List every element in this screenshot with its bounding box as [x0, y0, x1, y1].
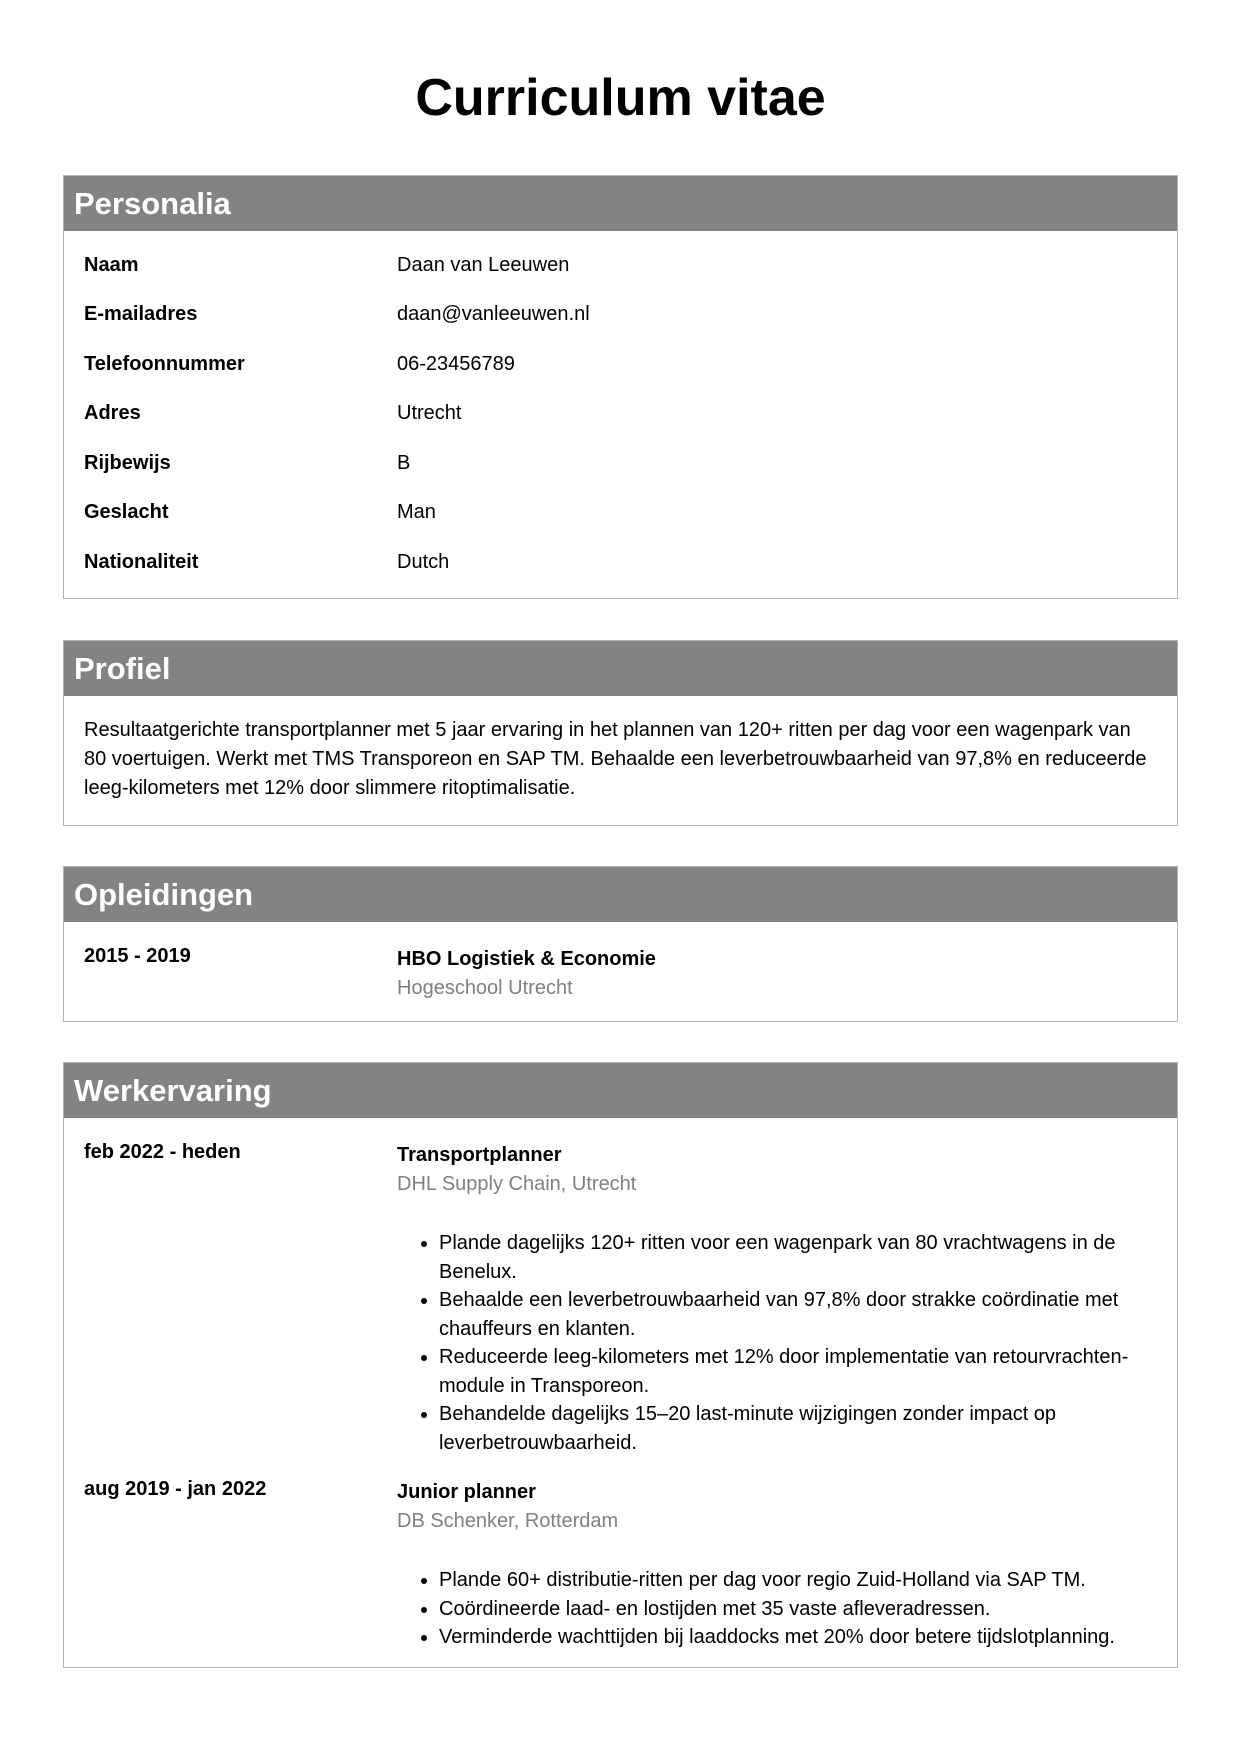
entry-details	[397, 945, 656, 1003]
bullet-list	[397, 1229, 1169, 1457]
list-item: • Behaalde een leverbetrouwbaarheid van 97,8% door strakke coördinatie met chauffeurs en klanten.	[439, 1286, 1169, 1343]
entry-company: DB Schenker, Rotterdam	[397, 1510, 619, 1532]
field-label: Geslacht	[84, 501, 169, 523]
field-value: Dutch	[397, 551, 450, 573]
section-heading: Werkervaring	[64, 1063, 1177, 1118]
entry-period: aug 2019 - jan 2022	[84, 1478, 267, 1500]
bullet-list	[397, 1566, 1169, 1652]
section-opleidingen	[63, 866, 1178, 1022]
section-heading: Opleidingen	[64, 867, 1177, 922]
list-item: • Behandelde dagelijks 15–20 last-minute wijzigingen zonder impact op leverbetrouwbaarheid.	[439, 1400, 1169, 1457]
field-label: E-mailadres	[84, 303, 198, 325]
field-label: Telefoonnummer	[84, 353, 245, 375]
section-profiel	[63, 640, 1178, 826]
entry-company: DHL Supply Chain, Utrecht	[397, 1173, 637, 1195]
section-heading: Profiel	[64, 641, 1177, 696]
field-value: B	[397, 452, 411, 474]
list-item: • Plande dagelijks 120+ ritten voor een wagenpark van 80 vrachtwagens in de Benelux.	[439, 1229, 1169, 1286]
entry-period: 2015 - 2019	[84, 945, 191, 967]
list-item: • Coördineerde laad- en lostijden met 35 vaste afleveradressen.	[439, 1595, 1169, 1624]
field-value: Utrecht	[397, 402, 462, 424]
field-value: 06-23456789	[397, 353, 515, 375]
list-item: • Verminderde wachttijden bij laaddocks met 20% door betere tijdslotplanning.	[439, 1623, 1169, 1652]
field-value: Daan van Leeuwen	[397, 254, 570, 276]
entry-school: Hogeschool Utrecht	[397, 977, 573, 999]
section-personalia	[63, 175, 1178, 599]
entry-period: feb 2022 - heden	[84, 1141, 241, 1163]
field-value: Man	[397, 501, 436, 523]
field-label: Rijbewijs	[84, 452, 171, 474]
page-title: Curriculum vitae	[415, 69, 826, 127]
profile-text: Resultaatgerichte transportplanner met 5 jaar ervaring in het plannen van 120+ ritten per dag voor een wagenpark van 80 voertuigen. Werkt met TMS Transporeon en SAP TM. Behaalde een leverbetrouwbaarheid van 97,8% en reduceerde leeg-kilometers met 12% door slimmere ritoptimalisatie.	[84, 719, 1147, 799]
section-werkervaring	[63, 1062, 1178, 1668]
field-label: Adres	[84, 402, 141, 424]
entry-title: Transportplanner	[397, 1144, 562, 1166]
field-value: daan@vanleeuwen.nl	[397, 303, 590, 325]
field-label: Nationaliteit	[84, 551, 199, 573]
entry-details	[397, 1478, 618, 1536]
list-item: • Reduceerde leeg-kilometers met 12% door implementatie van retourvrachten-module in Transporeon.	[439, 1343, 1169, 1400]
entry-title: HBO Logistiek & Economie	[397, 948, 656, 970]
section-heading: Personalia	[64, 176, 1177, 231]
field-label: Naam	[84, 254, 139, 276]
entry-details	[397, 1141, 636, 1199]
list-item: • Plande 60+ distributie-ritten per dag voor regio Zuid-Holland via SAP TM.	[439, 1566, 1169, 1595]
entry-title: Junior planner	[397, 1481, 536, 1503]
